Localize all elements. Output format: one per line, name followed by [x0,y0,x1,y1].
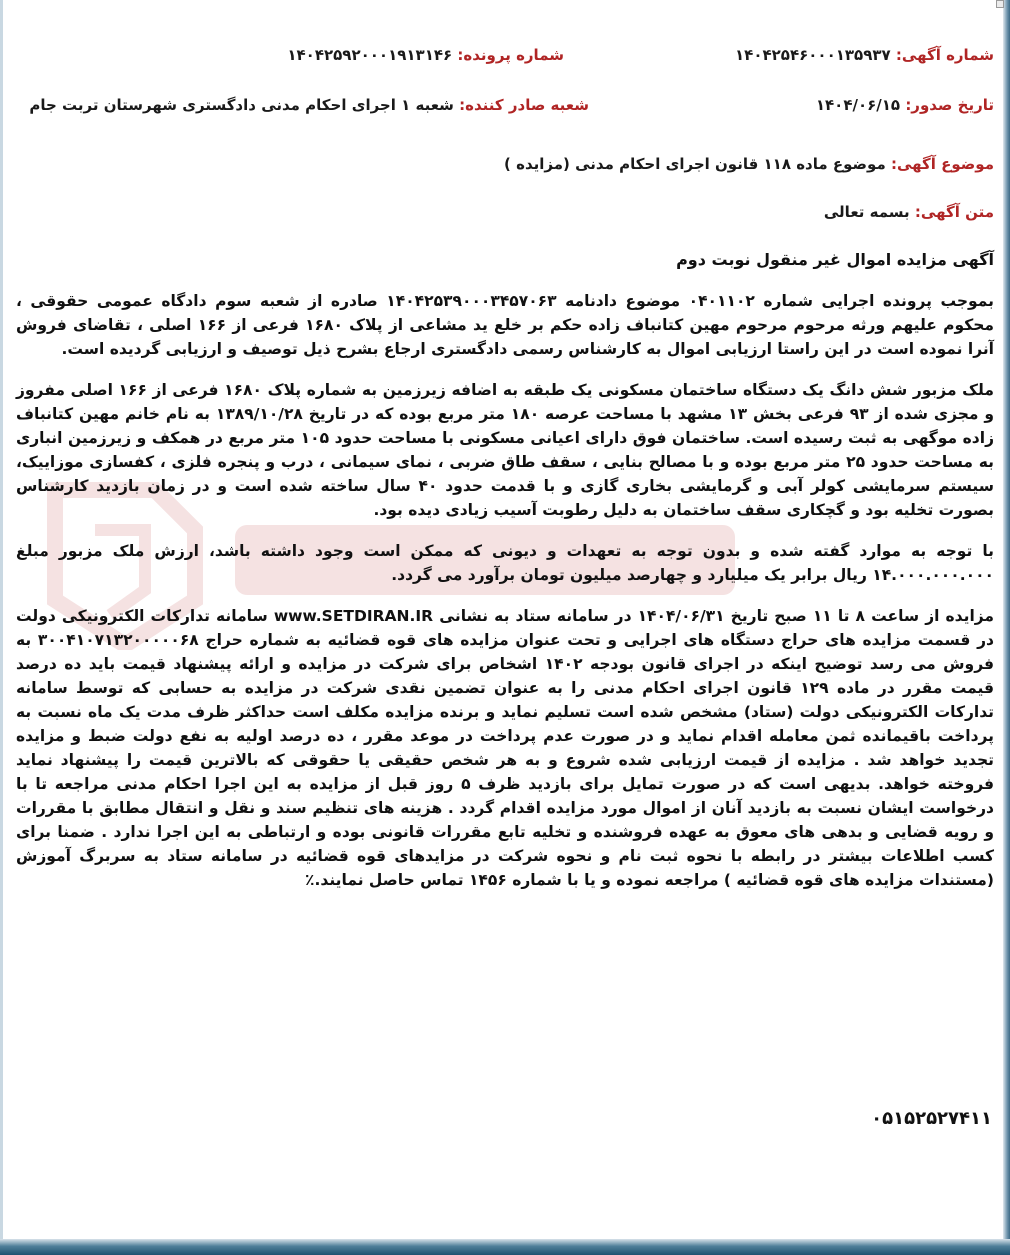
window-frame-left [0,0,3,1255]
notice-heading: آگهی مزایده اموال غیر منقول نوبت دوم [676,250,994,269]
window-corner-button[interactable] [996,0,1004,8]
ad-number-value: ۱۴۰۴۲۵۴۶۰۰۰۱۳۵۹۳۷ [735,46,891,64]
paragraph-property-description: ملک مزبور شش دانگ یک دستگاه ساختمان مسکونی یک طبقه به اضافه زیرزمین به شماره پلاک ۱۶۸۰ فرعی از ۱۶۶ اصلی مفروز و مجزی شده از ۹۳ فرعی بخش ۱۳ مشهد با مساحت عرصه ۱۸۰ متر مربع بوده که در تاریخ ۱۳۸۹/۱۰/۲۸ به نام خانم مهین کتانباف زاده موگهی به ثبت رسیده است. ساختمان فوق دارای اعیانی مسکونی با مساحت حدود ۱۰۵ متر مربع در همکف و زیرزمین انباری به مساحت حدود ۲۵ متر مربع بوده و با مصالح بنایی ، سقف طاق ضربی ، نمای سیمانی ، درب و پنجره فلزی ، کفسازی موزاییک، سیستم سرمایشی کولر آبی و گرمایشی بخاری گازی و با قدمت حدود ۴۰ سال ساخته شده است و در زمان بازدید کارشناس بصورت تخلیه بود و گچکاری سقف ساختمان به دلیل رطوبت آسیب زیادی دیده بود. [16,381,995,519]
issue-date-label: تاریخ صدور: [905,96,994,114]
notice-body [16,248,994,909]
text-label: متن آگهی: [914,203,994,221]
notice-document [14,0,994,1235]
text-intro: بسمه تعالی [823,203,910,221]
paragraph-auction-terms: مزایده از ساعت ۸ تا ۱۱ صبح تاریخ ۱۴۰۴/۰۶/۳۱ در سامانه ستاد به نشانی www.SETDIRAN.IR سامانه تدارکات الکترونیکی دولت در قسمت مزایده های حراج دستگاه های اجرایی و تحت عنوان مزایده های قوه قضائیه به شماره حراج ۳۰۰۴۱۰۷۱۳۲۰۰۰۰۰۶۸ به فروش می رسد توضیح اینکه در اجرای قانون بودجه ۱۴۰۲ اشخاص برای شرکت در مزایده و ارائه پیشنهاد قیمت باید ده درصد قیمت مقرر در ماده ۱۲۹ قانون اجرای احکام مدنی را به عنوان تضمین نقدی شرکت در مزایده به حسابی که توسط سامانه تدارکات الکترونیکی دولت (ستاد) مشخص شده است تسلیم نماید و برنده مزایده مکلف است حداکثر ظرف مدت یک ماه نسبت به پرداخت باقیمانده ثمن معامله اقدام نماید و در صورت عدم پرداخت در موعد مقرر ، ده درصد اولیه به نفع دولت ضبط و مزایده تجدید خواهد شد . مزایده از قیمت ارزیابی شده شروع و به هر شخص حقیقی یا حقوقی که بالاترین قیمت را پیشنهاد نماید فروخته خواهد. بدیهی است که در صورت تمایل برای بازدید ظرف ۵ روز قبل از مزایده به این اجرا احکام مدنی مراجعه تا با درخواست ایشان نسبت به بازدید آنان از اموال مورد مزایده اقدام گردد . هزینه های تنظیم سند و نقل و انتقال مطابق با مقررات و رویه قضایی و بدهی های معوق به عهده فروشنده و تخلیه تابع مقررات قانونی بوده و ارتباطی به این اجرا ندارد . ضمنا برای کسب اطلاعات بیشتر در رابطه با نحوه ثبت نام و نحوه شرکت در مزایدهای قوه قضائیه در سامانه ستاد به سربرگ آموزش (مستندات مزایده های قوه قضائیه ) مراجعه نموده و یا با شماره ۱۴۵۶ تماس حاصل نمایند.٪ [16,607,994,889]
subject-label: موضوع آگهی: [890,155,994,173]
ad-number-row [735,46,994,64]
text-label-row [824,203,994,221]
window-frame-right [1003,0,1010,1255]
issue-date-row [816,96,994,114]
case-number-value: ۱۴۰۴۲۵۹۲۰۰۰۱۹۱۳۱۴۶ [287,46,453,64]
subject-value: موضوع ماده ۱۱۸ قانون اجرای احکام مدنی (مزایده ) [504,155,886,173]
paragraph-valuation: با توجه به موارد گفته شده و بدون توجه به تعهدات و دیونی که ممکن است وجود داشته باشد، ارزش ملک مزبور مبلغ ۱۴.۰۰۰.۰۰۰.۰۰۰ ریال برابر یک میلیارد و چهارصد میلیون تومان برآورد می گردد. [16,542,994,584]
contact-phone: ۰۵۱۵۲۵۲۷۴۱۱ [871,1108,992,1129]
issuing-branch-value: شعبه ۱ اجرای احکام مدنی دادگستری شهرستان تربت جام [29,96,454,114]
case-number-label: شماره پرونده: [457,46,564,64]
window-frame-bottom [0,1239,1010,1255]
ad-number-label: شماره آگهی: [895,46,994,64]
subject-row [504,155,994,173]
case-number-row [287,46,564,64]
issue-date-value: ۱۴۰۴/۰۶/۱۵ [815,96,901,114]
issuing-branch-label: شعبه صادر کننده: [459,96,589,114]
paragraph-case-details: بموجب پرونده اجرایی شماره ۰۴۰۱۱۰۲ موضوع دادنامه ۱۴۰۴۲۵۳۹۰۰۰۳۴۵۷۰۶۳ صادره از شعبه سوم دادگاه عمومی حقوقی ، محکوم علیهم ورثه مرحوم مرحوم مهین کتانباف زاده حکم بر خلع ید مشاعی از پلاک ۱۶۸۰ فرعی از ۱۶۶ اصلی ، تقاضای فروش آنرا نموده است در این راستا ارزیابی اموال به کارشناس رسمی دادگستری ارجاع بشرح ذیل توصیف و ارزیابی گردیده است. [16,292,994,358]
issuing-branch-row [29,96,589,114]
